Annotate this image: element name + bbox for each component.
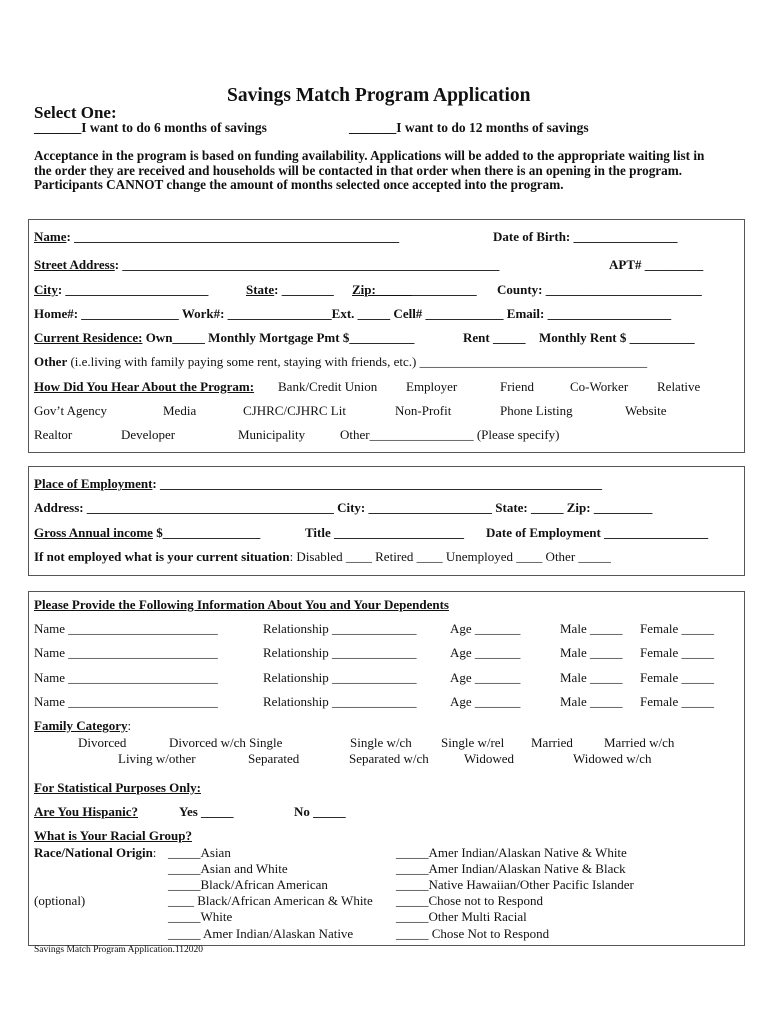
race-origin-label: Race/National Origin:	[34, 845, 157, 860]
option-12-months[interactable]: _______I want to do 12 months of savings	[349, 120, 589, 135]
rent-field[interactable]: Rent _____	[463, 330, 526, 345]
family-option-single-wch[interactable]: Single w/ch	[350, 735, 412, 750]
page-title: Savings Match Program Application	[227, 85, 531, 106]
family-option-living-wother[interactable]: Living w/other	[118, 751, 196, 766]
hispanic-no[interactable]: No _____	[294, 804, 346, 819]
current-residence-field[interactable]: Current Residence: Own_____ Monthly Mortgage Pmt $__________	[34, 330, 415, 345]
dependents-heading: Please Provide the Following Information About You and Your Dependents	[34, 597, 449, 612]
dependent-2-relationship[interactable]: Relationship _____________	[263, 645, 417, 660]
race-option-chose-not-respond-2[interactable]: _____ Chose Not to Respond	[396, 926, 550, 941]
employer-address-field[interactable]: Address: ______________________________________ City: ___________________ State: _____ Zip: _________	[34, 500, 653, 515]
hear-option-employer[interactable]: Employer	[406, 379, 458, 394]
hear-option-media[interactable]: Media	[163, 403, 197, 418]
employment-situation-field[interactable]: If not employed what is your current situation: Disabled ____ Retired ____ Unemployed ____ Other _____	[34, 549, 611, 564]
hear-option-municipality[interactable]: Municipality	[238, 427, 306, 442]
hear-option-website[interactable]: Website	[625, 403, 667, 418]
family-option-separated-wch[interactable]: Separated w/ch	[349, 751, 429, 766]
family-option-widowed[interactable]: Widowed	[464, 751, 515, 766]
how-did-you-hear-label: How Did You Hear About the Program:	[34, 379, 255, 394]
race-option-black-white[interactable]: ____ Black/African American & White	[168, 893, 373, 908]
race-option-amer-indian-white[interactable]: _____Amer Indian/Alaskan Native & White	[396, 845, 627, 860]
family-option-divorced-wch-single[interactable]: Divorced w/ch Single	[169, 735, 283, 750]
family-option-married-wch[interactable]: Married w/ch	[604, 735, 675, 750]
place-of-employment-field[interactable]: Place of Employment: ____________________________________________________________________	[34, 476, 603, 491]
race-option-chose-not-respond[interactable]: _____Chose not to Respond	[396, 893, 543, 908]
hear-option-cjhrc[interactable]: CJHRC/CJHRC Lit	[243, 403, 346, 418]
dependent-1-age[interactable]: Age _______	[450, 621, 521, 636]
dependent-2-female[interactable]: Female _____	[640, 645, 715, 660]
monthly-rent-field[interactable]: Monthly Rent $ __________	[539, 330, 695, 345]
dependent-4-female[interactable]: Female _____	[640, 694, 715, 709]
street-address-field[interactable]: Street Address: __________________________________________________________	[34, 257, 500, 272]
dependent-4-name[interactable]: Name _______________________	[34, 694, 218, 709]
dependent-3-name[interactable]: Name _______________________	[34, 670, 218, 685]
optional-label: (optional)	[34, 893, 86, 908]
dependent-2-male[interactable]: Male _____	[560, 645, 623, 660]
race-option-asian[interactable]: _____Asian	[168, 845, 231, 860]
family-category-label: Family Category:	[34, 718, 132, 733]
race-option-amer-indian[interactable]: _____ Amer Indian/Alaskan Native	[168, 926, 354, 941]
dependent-3-female[interactable]: Female _____	[640, 670, 715, 685]
race-option-white[interactable]: _____White	[168, 909, 233, 924]
state-field[interactable]: State: ________	[246, 282, 334, 297]
dependent-1-male[interactable]: Male _____	[560, 621, 623, 636]
family-option-widowed-wch[interactable]: Widowed w/ch	[573, 751, 652, 766]
hear-option-relative[interactable]: Relative	[657, 379, 701, 394]
race-option-asian-white[interactable]: _____Asian and White	[168, 861, 288, 876]
dependent-2-age[interactable]: Age _______	[450, 645, 521, 660]
job-title-field[interactable]: Title ____________________	[305, 525, 465, 540]
dependent-3-age[interactable]: Age _______	[450, 670, 521, 685]
date-of-employment-field[interactable]: Date of Employment ________________	[486, 525, 709, 540]
race-option-hawaiian[interactable]: _____Native Hawaiian/Other Pacific Islander	[396, 877, 634, 892]
home-phone-field[interactable]: Home#: _______________ Work#: ________________Ext. _____ Cell# ____________ Email: ___________________	[34, 306, 672, 321]
hear-option-coworker[interactable]: Co-Worker	[570, 379, 629, 394]
county-field[interactable]: County: ________________________	[497, 282, 702, 297]
hear-option-other[interactable]: Other________________ (Please specify)	[340, 427, 560, 442]
dependent-2-name[interactable]: Name _______________________	[34, 645, 218, 660]
dependent-1-relationship[interactable]: Relationship _____________	[263, 621, 417, 636]
dependent-4-relationship[interactable]: Relationship _____________	[263, 694, 417, 709]
dependent-4-age[interactable]: Age _______	[450, 694, 521, 709]
hear-option-friend[interactable]: Friend	[500, 379, 534, 394]
hear-option-realtor[interactable]: Realtor	[34, 427, 73, 442]
hispanic-question: Are You Hispanic?	[34, 804, 139, 819]
dependent-1-female[interactable]: Female _____	[640, 621, 715, 636]
footer-text: Savings Match Program Application.112020	[34, 945, 204, 955]
gross-income-field[interactable]: Gross Annual income $_______________	[34, 525, 261, 540]
name-field[interactable]: Name: __________________________________________________	[34, 229, 400, 244]
family-option-single-wrel[interactable]: Single w/rel	[441, 735, 505, 750]
zip-field[interactable]: Zip: _______________	[352, 282, 477, 297]
select-one-heading: Select One:	[34, 103, 117, 122]
hear-option-phone[interactable]: Phone Listing	[500, 403, 573, 418]
family-option-divorced[interactable]: Divorced	[78, 735, 127, 750]
race-option-other-multi[interactable]: _____Other Multi Racial	[396, 909, 527, 924]
option-6-months[interactable]: _______I want to do 6 months of savings	[34, 120, 267, 135]
other-residence-field[interactable]: Other (i.e.living with family paying some rent, staying with friends, etc.) ___________________________________	[34, 354, 648, 369]
hear-option-nonprofit[interactable]: Non-Profit	[395, 403, 452, 418]
dependent-4-male[interactable]: Male _____	[560, 694, 623, 709]
dependent-3-relationship[interactable]: Relationship _____________	[263, 670, 417, 685]
hear-option-developer[interactable]: Developer	[121, 427, 176, 442]
racial-group-heading: What is Your Racial Group?	[34, 828, 192, 843]
family-option-separated[interactable]: Separated	[248, 751, 300, 766]
statistical-purposes-heading: For Statistical Purposes Only:	[34, 780, 201, 795]
apt-field[interactable]: APT# _________	[609, 257, 704, 272]
race-option-black[interactable]: _____Black/African American	[168, 877, 328, 892]
city-field[interactable]: City: ______________________	[34, 282, 209, 297]
dob-field[interactable]: Date of Birth: ________________	[493, 229, 678, 244]
hispanic-yes[interactable]: Yes _____	[179, 804, 234, 819]
acceptance-notice: Acceptance in the program is based on funding availability. Applications will be added to the appropriate waiting list in the order they are received and households will be contacted in that order when there is an opening in the program. Participants CANNOT change the amount of months selected once accepted into the program.	[34, 148, 705, 192]
dependent-1-name[interactable]: Name _______________________	[34, 621, 218, 636]
dependent-3-male[interactable]: Male _____	[560, 670, 623, 685]
hear-option-govt[interactable]: Gov’t Agency	[34, 403, 108, 418]
family-option-married[interactable]: Married	[531, 735, 573, 750]
hear-option-bank[interactable]: Bank/Credit Union	[278, 379, 378, 394]
race-option-amer-indian-black[interactable]: _____Amer Indian/Alaskan Native & Black	[396, 861, 626, 876]
